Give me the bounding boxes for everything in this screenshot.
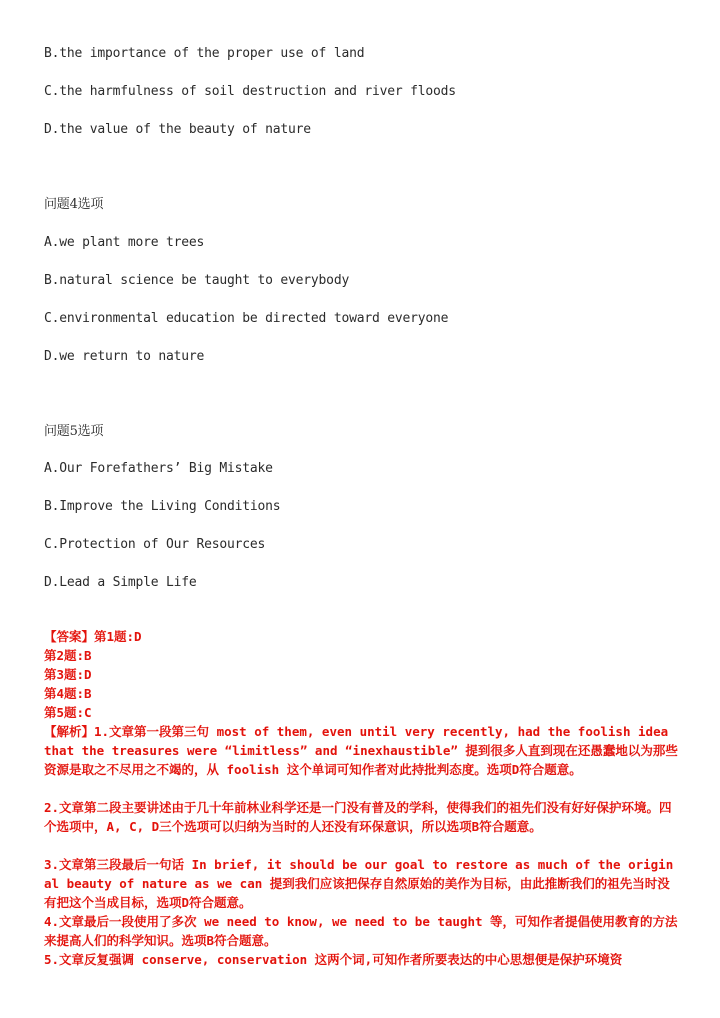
answer-4: 第4题:B (44, 686, 92, 701)
q3-option-c: C.the harmfulness of soil destruction and river floods (44, 84, 456, 99)
q4-option-c: C.environmental education be directed toward everyone (44, 311, 449, 326)
answer-1: 【答案】第1题:D (44, 629, 142, 644)
answer-5: 第5题:C (44, 705, 92, 720)
answer-3: 第3题:D (44, 667, 92, 682)
q3-option-b: B.the importance of the proper use of land (44, 46, 365, 61)
q4-option-b: B.natural science be taught to everybody (44, 273, 350, 288)
analysis-paragraph-5: 5.文章反复强调 conserve, conservation 这两个词,可知作者所要表达的中心思想便是保护环境资 (44, 952, 623, 967)
q5-option-d: D.Lead a Simple Life (44, 575, 197, 590)
q3-option-d: D.the value of the beauty of nature (44, 122, 311, 137)
q5-option-b: B.Improve the Living Conditions (44, 499, 281, 514)
q4-option-a: A.we plant more trees (44, 235, 205, 250)
q4-option-d: D.we return to nature (44, 349, 205, 364)
answer-2: 第2题:B (44, 648, 92, 663)
q5-option-c: C.Protection of Our Resources (44, 537, 266, 552)
analysis-paragraph-1: 【解析】1.文章第一段第三句 most of them, even until very recently, had the foolish idea that the treasures were “limitless” and “inexhaustible” 提到很多人直到现在还愚蠢地以为那些资源是取之不尽用之不竭的，从 foolish 这个单词可知作者对此持批判态度。选项D符合题意。 (44, 724, 678, 777)
analysis-paragraph-2: 2.文章第二段主要讲述由于几十年前林业科学还是一门没有普及的学科，使得我们的祖先们没有好好保护环境。四个选项中，A, C, D三个选项可以归纳为当时的人还没有环保意识，所以选项B符合题意。 (44, 800, 672, 834)
answer-list (44, 627, 680, 722)
q4-heading: 问题4选项 (44, 197, 104, 212)
analysis-paragraph-4: 4.文章最后一段使用了多次 we need to know, we need to be taught 等，可知作者提倡使用教育的方法来提高人们的科学知识。选项B符合题意。 (44, 914, 678, 948)
q5-option-a: A.Our Forefathers’ Big Mistake (44, 461, 273, 476)
analysis-paragraph-3: 3.文章第三段最后一句话 In brief, it should be our goal to restore as much of the original beauty of nature as we can 提到我们应该把保存自然原始的美作为目标，由此推断我们的祖先当时没有把这个当成目标，选项D符合题意。 (44, 857, 674, 910)
q5-heading: 问题5选项 (44, 424, 104, 439)
